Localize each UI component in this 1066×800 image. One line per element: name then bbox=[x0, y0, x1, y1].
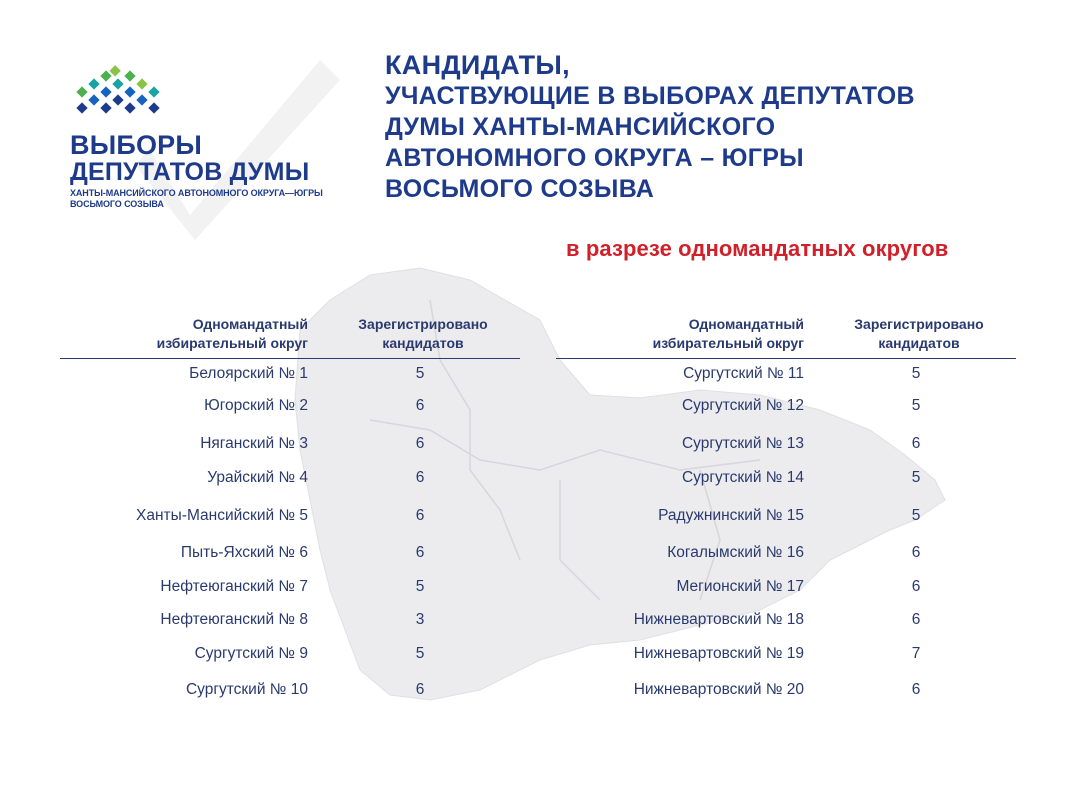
table-row bbox=[556, 679, 1016, 701]
candidate-count: 6 bbox=[911, 435, 921, 452]
candidate-count: 3 bbox=[415, 611, 425, 628]
candidate-count: 7 bbox=[911, 645, 921, 662]
header-line: Одномандатный bbox=[688, 316, 804, 332]
table-row bbox=[60, 505, 520, 527]
logo-title-line2: ДЕПУТАТОВ ДУМЫ bbox=[70, 158, 310, 186]
header-line: избирательный округ bbox=[156, 335, 308, 351]
table-header bbox=[556, 312, 1016, 359]
page-title bbox=[385, 50, 1025, 205]
page-subtitle: в разрезе одномандатных округов bbox=[566, 236, 949, 261]
candidate-count: 5 bbox=[911, 469, 921, 486]
header-line: Зарегистрировано bbox=[854, 316, 984, 332]
district-name: Ханты-Мансийский № 5 bbox=[136, 507, 308, 524]
table-row bbox=[60, 576, 520, 598]
header-line: кандидатов bbox=[878, 335, 960, 351]
election-logo-icon bbox=[72, 62, 164, 124]
column-header-district bbox=[584, 315, 804, 353]
district-name: Когалымский № 16 bbox=[667, 544, 804, 561]
candidate-count: 6 bbox=[911, 681, 921, 698]
candidate-count: 6 bbox=[911, 611, 921, 628]
candidate-count: 6 bbox=[415, 681, 425, 698]
table-row bbox=[60, 433, 520, 455]
district-name: Югорский № 2 bbox=[204, 397, 308, 414]
logo-subtitle-line2: ВОСЬМОГО СОЗЫВА bbox=[70, 199, 164, 209]
district-name: Нижневартовский № 19 bbox=[633, 645, 804, 662]
table-row bbox=[60, 395, 520, 417]
districts-table-left bbox=[60, 312, 520, 698]
candidate-count: 5 bbox=[415, 365, 425, 382]
table-row bbox=[556, 505, 1016, 527]
candidate-count: 6 bbox=[911, 544, 921, 561]
table-row bbox=[556, 576, 1016, 598]
table-row bbox=[556, 643, 1016, 665]
candidate-count: 6 bbox=[911, 578, 921, 595]
header-line: Зарегистрировано bbox=[358, 316, 488, 332]
district-name: Сургутский № 9 bbox=[194, 645, 308, 662]
table-row bbox=[60, 609, 520, 631]
candidate-count: 5 bbox=[911, 397, 921, 414]
column-header-count bbox=[333, 315, 513, 353]
logo bbox=[66, 62, 356, 222]
table-row bbox=[556, 363, 1016, 385]
title-line: ДУМЫ ХАНТЫ-МАНСИЙСКОГО bbox=[385, 113, 776, 141]
table-row bbox=[60, 467, 520, 489]
districts-table-right bbox=[556, 312, 1016, 698]
table-row bbox=[556, 395, 1016, 417]
candidate-count: 6 bbox=[415, 507, 425, 524]
table-row bbox=[60, 643, 520, 665]
table-row bbox=[556, 542, 1016, 564]
table-row bbox=[556, 467, 1016, 489]
header-line: кандидатов bbox=[382, 335, 464, 351]
table-row bbox=[556, 609, 1016, 631]
district-name: Нижневартовский № 20 bbox=[633, 681, 804, 698]
candidate-count: 6 bbox=[415, 435, 425, 452]
district-name: Сургутский № 14 bbox=[681, 469, 804, 486]
district-name: Нефтеюганский № 8 bbox=[160, 611, 308, 628]
title-line: КАНДИДАТЫ, bbox=[385, 50, 570, 80]
table-row bbox=[60, 542, 520, 564]
header-line: Одномандатный bbox=[192, 316, 308, 332]
district-name: Сургутский № 13 bbox=[681, 435, 804, 452]
district-name: Нижневартовский № 18 bbox=[633, 611, 804, 628]
candidate-count: 5 bbox=[911, 365, 921, 382]
candidate-count: 5 bbox=[911, 507, 921, 524]
candidate-count: 5 bbox=[415, 578, 425, 595]
candidate-count: 6 bbox=[415, 469, 425, 486]
district-name: Белоярский № 1 bbox=[189, 365, 308, 382]
logo-title-line1: ВЫБОРЫ bbox=[70, 130, 202, 160]
title-line: АВТОНОМНОГО ОКРУГА – ЮГРЫ bbox=[385, 144, 804, 172]
district-name: Няганский № 3 bbox=[200, 435, 308, 452]
district-name: Нефтеюганский № 7 bbox=[160, 578, 308, 595]
candidate-count: 6 bbox=[415, 544, 425, 561]
district-name: Сургутский № 12 bbox=[681, 397, 804, 414]
district-name: Пыть-Яхский № 6 bbox=[180, 544, 308, 561]
candidate-count: 5 bbox=[415, 645, 425, 662]
table-row bbox=[60, 679, 520, 701]
district-name: Сургутский № 11 bbox=[683, 365, 804, 382]
district-name: Мегионский № 17 bbox=[676, 578, 804, 595]
column-header-district bbox=[88, 315, 308, 353]
title-line: УЧАСТВУЮЩИЕ В ВЫБОРАХ ДЕПУТАТОВ bbox=[385, 82, 915, 110]
header-line: избирательный округ bbox=[652, 335, 804, 351]
column-header-count bbox=[829, 315, 1009, 353]
title-line: ВОСЬМОГО СОЗЫВА bbox=[385, 175, 655, 203]
logo-subtitle-line1: ХАНТЫ-МАНСИЙСКОГО АВТОНОМНОГО ОКРУГА—ЮГРЫ bbox=[70, 188, 323, 198]
candidate-count: 6 bbox=[415, 397, 425, 414]
table-header bbox=[60, 312, 520, 359]
table-row bbox=[60, 363, 520, 385]
district-name: Урайский № 4 bbox=[207, 469, 308, 486]
district-name: Радужнинский № 15 bbox=[658, 507, 804, 524]
table-row bbox=[556, 433, 1016, 455]
district-name: Сургутский № 10 bbox=[185, 681, 308, 698]
